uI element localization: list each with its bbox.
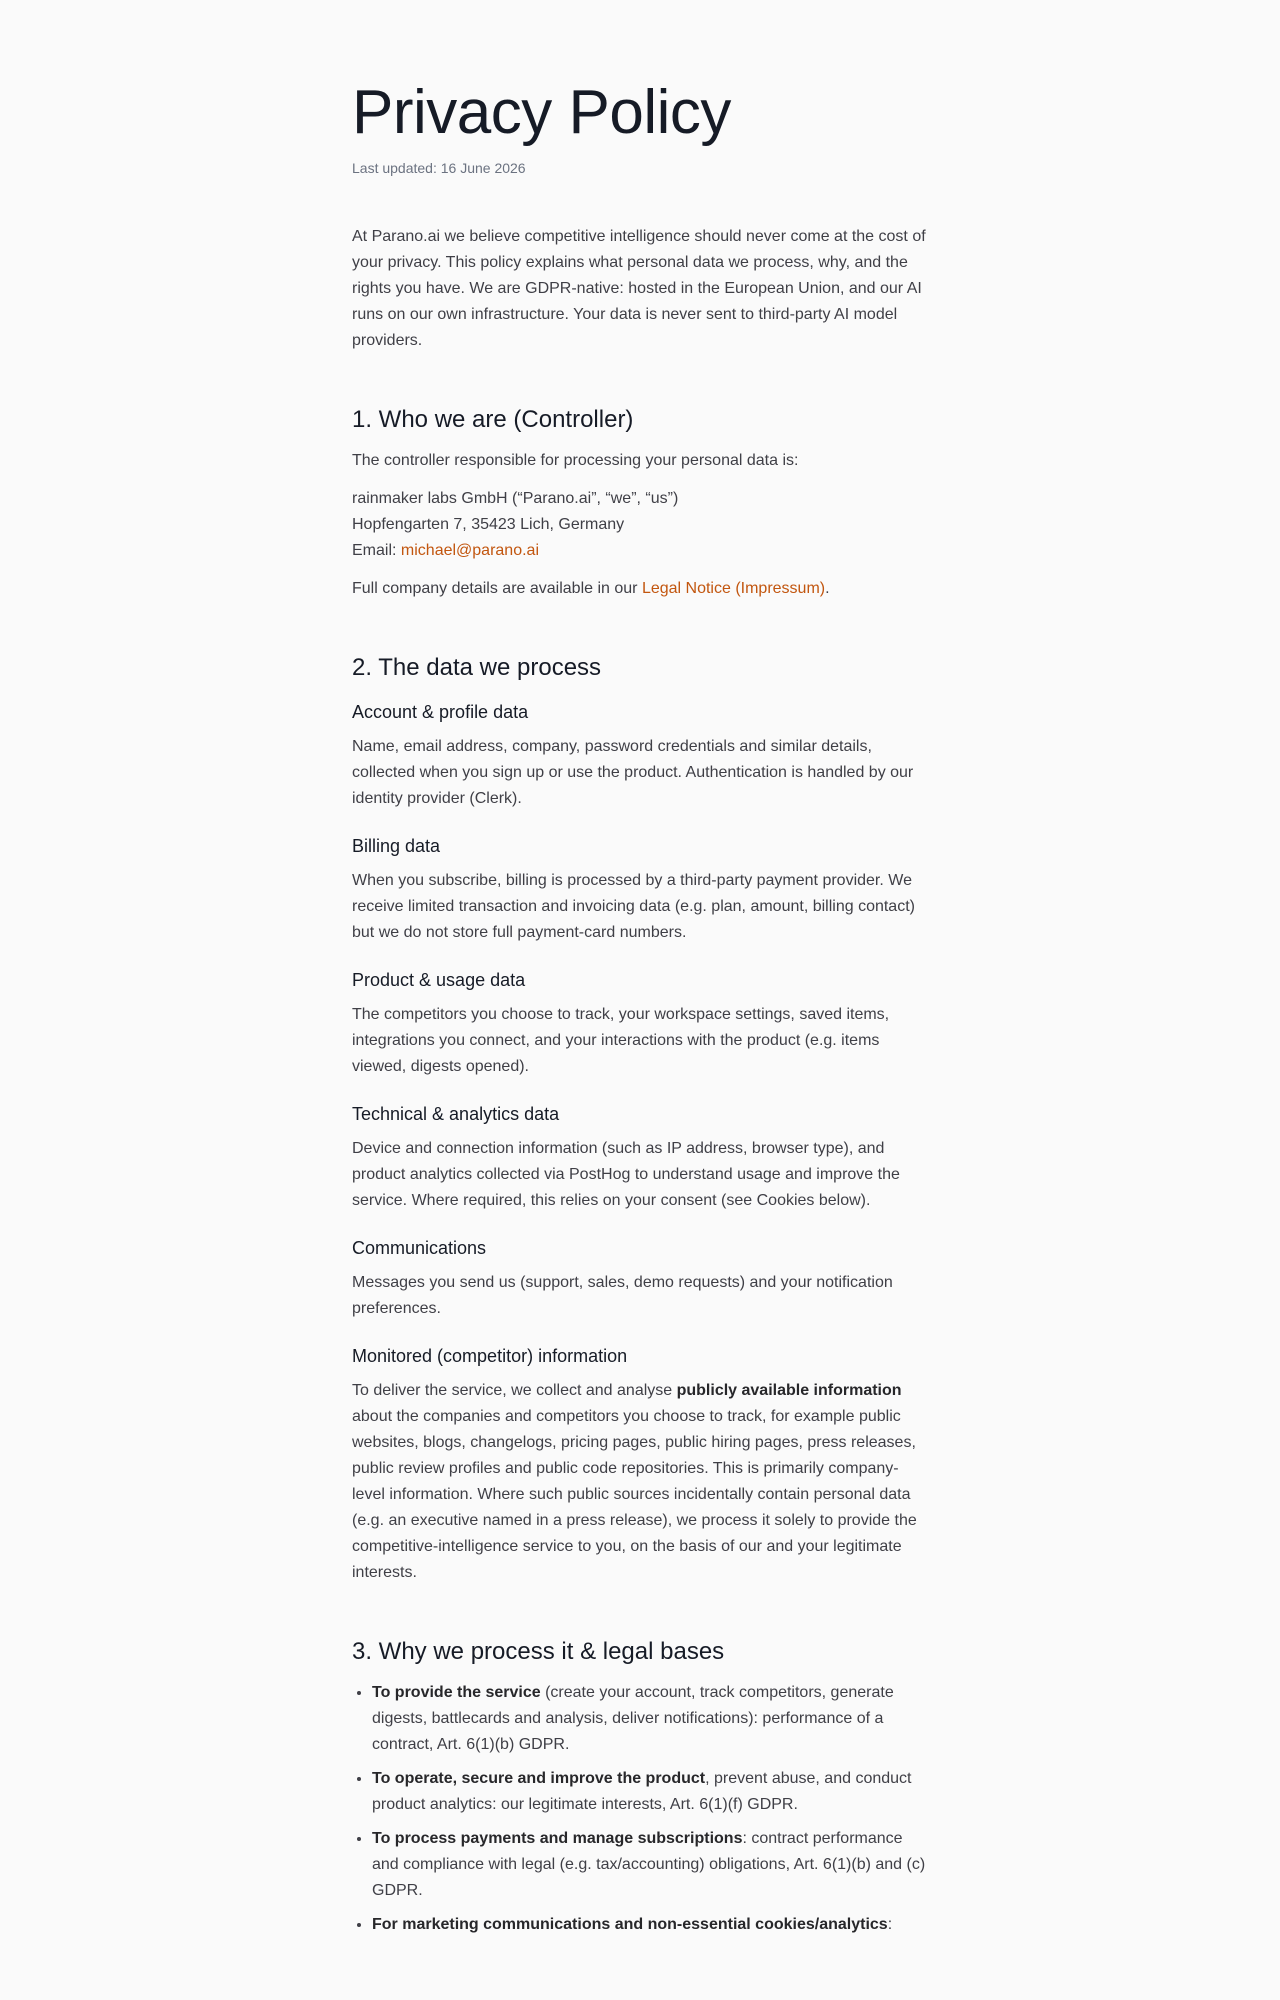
monitored-bold: publicly available information [676,1382,902,1399]
subsection-heading: Product & usage data [352,970,526,990]
page-title: Privacy Policy [352,78,731,147]
monitored-text-start: To deliver the service, we collect and analyse [352,1382,677,1399]
list-item [372,1826,928,1904]
email-label: Email: [352,542,401,559]
controller-address [352,486,928,564]
list-item-bold: To operate, secure and improve the product [372,1770,706,1787]
list-item-text: (create your account, track competitors, generate digests, battlecards and analysis, deliver notifications): performance of a contract, Art. 6(1)(b) GDPR. [372,1684,894,1753]
section-3-heading: 3. Why we process it & legal bases [352,1638,725,1665]
intro-paragraph: At Parano.ai we believe competitive intelligence should never come at the cost of your privacy. This policy explains what personal data we process, why, and the rights you have. We are GDPR-native: hosted in the European Union, and our AI runs on our own infrastructure. Your data is never sent to third-party AI model providers. [352,228,926,349]
details-text: Full company details are available in our [352,580,642,597]
privacy-policy-page [352,0,928,1938]
subsection-text: The competitors you choose to track, your workspace settings, saved items, integrations you connect, and your interactions with the product (e.g. items viewed, digests opened). [352,1006,890,1075]
email-link[interactable]: michael@parano.ai [400,542,539,559]
subsection-text: Messages you send us (support, sales, demo requests) and your notification preferences. [352,1274,893,1317]
monitored-text-end: about the companies and competitors you choose to track, for example public websites, blogs, changelogs, pricing pages, public hiring pages, press releases, public review profiles and public code repositories. This is primarily company-level information. Where such public sources incidentally contain personal data (e.g. an executive named in a press release), we process it solely to provide the competitive-intelligence service to you, on the basis of our and your legitimate interests. [352,1408,917,1581]
subsection-text: When you subscribe, billing is processed by a third-party payment provider. We receive limited transaction and invoicing data (e.g. plan, amount, billing contact) but we do not store full payment-card numbers. [352,872,915,941]
subsection-heading: Communications [352,1238,487,1258]
list-item-bold: For marketing communications and non-essential cookies/analytics [372,1916,888,1933]
subsection-heading: Billing data [352,836,441,856]
section-2-heading: 2. The data we process [352,654,602,681]
legal-bases-list [352,1680,928,1938]
company-address: Hopfengarten 7, 35423 Lich, Germany [352,516,625,533]
list-item-text: : contract performance and compliance with legal (e.g. tax/accounting) obligations, Art. 6(1)(b) and (c) GDPR. [372,1830,926,1899]
subsection-heading-monitored: Monitored (competitor) information [352,1346,628,1366]
company-name: rainmaker labs GmbH (“Parano.ai”, “we”, “us”) [352,490,679,507]
details-end: . [825,580,830,597]
subsection-text: Name, email address, company, password credentials and similar details, collected when you sign up or use the product. Authentication is handled by our identity provider (Clerk). [352,738,914,807]
list-item-bold: To process payments and manage subscriptions [372,1830,743,1847]
list-item [372,1766,928,1818]
subsection-heading: Account & profile data [352,702,529,722]
list-item-bold: To provide the service [372,1684,541,1701]
monitored-text [352,1378,928,1586]
controller-intro: The controller responsible for processing your personal data is: [352,452,799,469]
list-item [372,1912,928,1938]
section-1-heading: 1. Who we are (Controller) [352,406,634,433]
last-updated: Last updated: 16 June 2026 [352,160,526,176]
subsection-text: Device and connection information (such as IP address, browser type), and product analytics collected via PostHog to understand usage and improve the service. Where required, this relies on your consent (see Cookies below). [352,1140,900,1209]
list-item-text: , prevent abuse, and conduct product analytics: our legitimate interests, Art. 6(1)(f) GDPR. [372,1770,912,1813]
list-item [372,1680,928,1758]
company-details [352,576,928,602]
list-item-text: : [887,1916,893,1933]
legal-notice-link[interactable]: Legal Notice (Impressum) [641,580,826,597]
subsection-heading: Technical & analytics data [352,1104,560,1124]
